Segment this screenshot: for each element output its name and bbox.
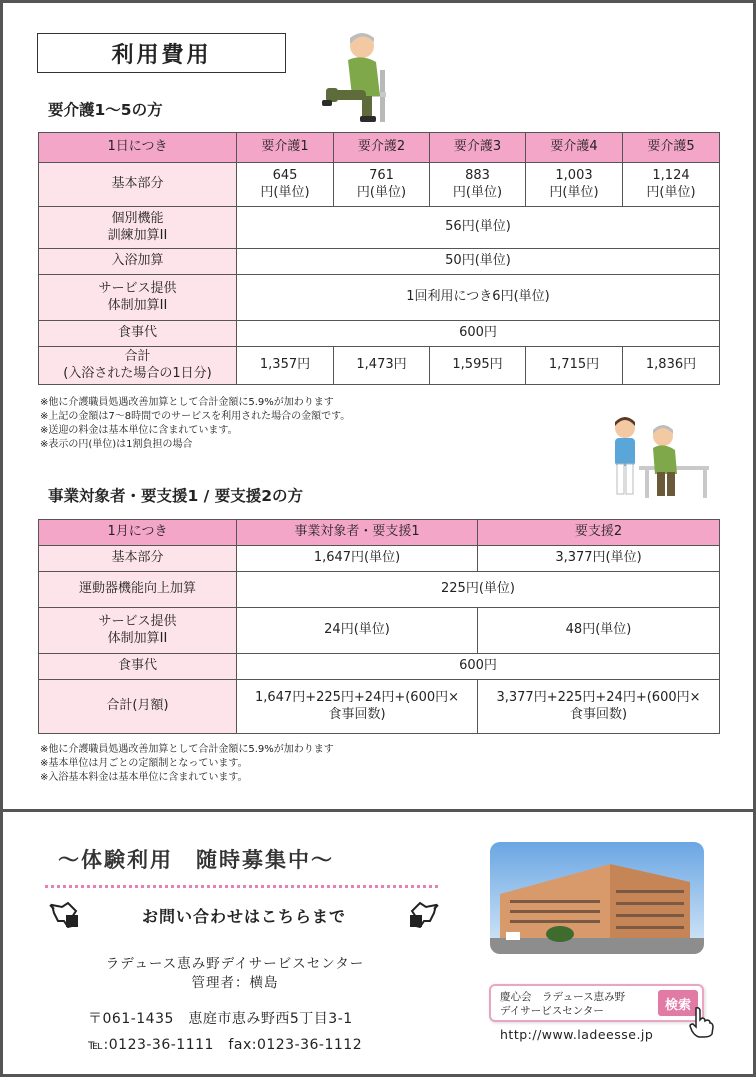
column-header: 1日につき — [39, 133, 237, 163]
total-cell: 1,357円 — [237, 347, 334, 385]
note-line: ※他に介護職員処遇改善加算として合計金額に5.9%が加わります — [40, 744, 334, 755]
note-line: ※上記の金額は7〜8時間でのサービスを利用された場合の金額です。 — [40, 411, 351, 422]
table-row — [39, 520, 720, 546]
table-row — [39, 347, 720, 385]
column-header: 要介護3 — [430, 133, 526, 163]
basic-fee-cell: 883 円(単位) — [430, 163, 526, 207]
row-label: 個別機能 訓練加算II — [39, 207, 237, 249]
row-label: 合計 (入浴された場合の1日分) — [39, 347, 237, 385]
service-system-fee: 1回利用につき6円(単位) — [237, 275, 720, 321]
column-header: 1月につき — [39, 520, 237, 546]
column-header: 要介護5 — [623, 133, 720, 163]
note-line: ※送迎の料金は基本単位に含まれています。 — [40, 425, 238, 436]
meal-fee: 600円 — [237, 321, 720, 347]
column-header: 要介護1 — [237, 133, 334, 163]
column-header: 要介護2 — [334, 133, 430, 163]
page-title: 利用費用 — [37, 33, 286, 73]
support-level-fee-table — [38, 519, 720, 734]
pointing-hand-right-icon — [408, 899, 440, 931]
section1-heading: 要介護1〜5の方 — [48, 101, 163, 119]
section2-notes — [40, 743, 334, 785]
basic-fee-cell: 645 円(単位) — [237, 163, 334, 207]
facility-info — [90, 955, 380, 993]
section1-notes — [40, 396, 350, 452]
note-line: ※表示の円(単位)は1割負担の場合 — [40, 439, 193, 450]
row-label: 食事代 — [39, 321, 237, 347]
pointing-hand-left-icon — [48, 899, 80, 931]
row-label: 合計(月額) — [39, 680, 237, 734]
address: 〒061-1435 恵庭市恵み野西5丁目3-1 — [88, 1011, 353, 1027]
individual-training-fee: 56円(単位) — [237, 207, 720, 249]
trial-recruitment-banner: 〜体験利用 随時募集中〜 — [58, 848, 334, 872]
total-cell: 1,836円 — [623, 347, 720, 385]
service-system-fee: 48円(単位) — [478, 608, 720, 654]
bath-fee: 50円(単位) — [237, 249, 720, 275]
table-row — [39, 680, 720, 734]
total-cell: 1,647円+225円+24円+(600円× 食事回数) — [237, 680, 478, 734]
facility-name: ラデュース恵み野デイサービスセンター — [105, 956, 365, 972]
basic-fee-cell: 761 円(単位) — [334, 163, 430, 207]
row-label: サービス提供 体制加算II — [39, 275, 237, 321]
basic-fee-cell: 1,003 円(単位) — [526, 163, 623, 207]
care-level-fee-table — [38, 132, 720, 385]
meal-fee: 600円 — [237, 654, 720, 680]
table-row — [39, 207, 720, 249]
search-query-line: デイサービスセンター — [500, 1005, 604, 1017]
note-line: ※入浴基本料金は基本単位に含まれています。 — [40, 772, 248, 783]
total-cell: 1,473円 — [334, 347, 430, 385]
column-header: 要介護4 — [526, 133, 623, 163]
inquiry-row — [48, 897, 440, 933]
service-system-fee: 24円(単位) — [237, 608, 478, 654]
table-row — [39, 572, 720, 608]
row-label: 基本部分 — [39, 163, 237, 207]
table-row — [39, 275, 720, 321]
phone-fax: ℡:0123-36-1111 fax:0123-36-1112 — [88, 1037, 363, 1053]
row-label: 基本部分 — [39, 546, 237, 572]
search-button[interactable]: 検索 — [658, 990, 698, 1016]
total-cell: 3,377円+225円+24円+(600円× 食事回数) — [478, 680, 720, 734]
section2-heading: 事業対象者・要支援1 / 要支援2の方 — [48, 487, 304, 505]
row-label: 食事代 — [39, 654, 237, 680]
manager-name: 管理者：横島 — [191, 975, 279, 991]
website-url: http://www.ladeesse.jp — [500, 1027, 654, 1042]
basic-fee-cell: 1,124 円(単位) — [623, 163, 720, 207]
search-banner[interactable] — [489, 984, 704, 1022]
table-row — [39, 321, 720, 347]
column-header: 要支援2 — [478, 520, 720, 546]
row-label: 運動器機能向上加算 — [39, 572, 237, 608]
table-row — [39, 608, 720, 654]
dotted-divider — [45, 885, 438, 888]
table-row — [39, 249, 720, 275]
note-line: ※他に介護職員処遇改善加算として合計金額に5.9%が加わります — [40, 397, 334, 408]
row-label: サービス提供 体制加算II — [39, 608, 237, 654]
search-query-line: 慶心会 ラデュース恵み野 — [500, 991, 626, 1003]
basic-fee-cell: 1,647円(単位) — [237, 546, 478, 572]
table-row — [39, 546, 720, 572]
senior-exercise-illustration — [322, 30, 392, 126]
search-query-text — [500, 990, 625, 1018]
table-row — [39, 654, 720, 680]
row-label: 入浴加算 — [39, 249, 237, 275]
caregiver-walking-illustration — [605, 414, 715, 500]
cursor-hand-icon — [688, 1006, 714, 1038]
total-cell: 1,715円 — [526, 347, 623, 385]
note-line: ※基本単位は月ごとの定額制となっています。 — [40, 758, 248, 769]
column-header: 事業対象者・要支援1 — [237, 520, 478, 546]
inquiry-heading: お問い合わせはこちらまで — [141, 906, 346, 926]
table-row — [39, 133, 720, 163]
total-cell: 1,595円 — [430, 347, 526, 385]
basic-fee-cell: 3,377円(単位) — [478, 546, 720, 572]
building-photo — [490, 842, 704, 954]
table-row — [39, 163, 720, 207]
exercise-function-fee: 225円(単位) — [237, 572, 720, 608]
